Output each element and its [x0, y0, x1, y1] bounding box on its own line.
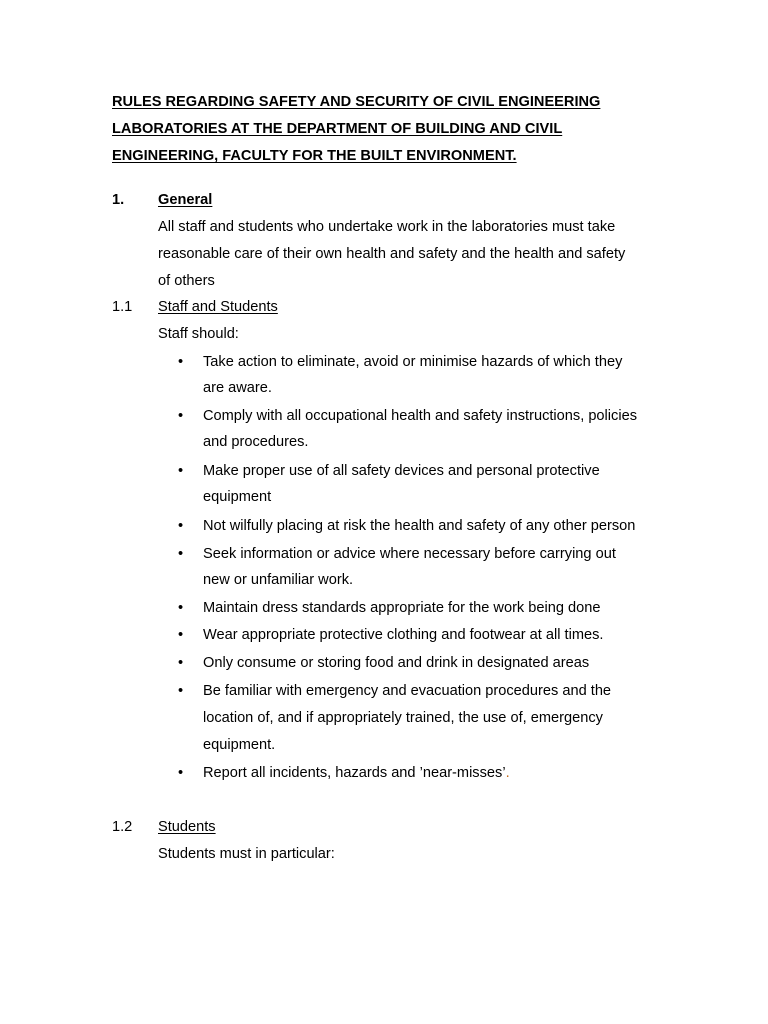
bullet-item-text-continued: equipment. — [203, 737, 276, 753]
bullet-item-text: Take action to eliminate, avoid or minimise hazards of which they — [203, 354, 623, 370]
bullet-item-text: Not wilfully placing at risk the health and safety of any other person — [203, 518, 636, 534]
bullet-marker: • — [178, 655, 184, 671]
section-1-1-heading: Staff and Students — [158, 299, 278, 315]
bullet-marker: • — [178, 765, 184, 781]
bullet-marker: • — [178, 463, 184, 479]
bullet-marker: • — [178, 546, 184, 562]
section-1-number: 1. — [112, 192, 125, 208]
section-1-1-number: 1.1 — [112, 299, 133, 315]
bullet-marker: • — [178, 627, 184, 643]
section-1-paragraph-line-1: All staff and students who undertake work in the laboratories must take — [158, 219, 616, 235]
bullet-item-text-period: . — [505, 765, 510, 781]
section-1-2-heading: Students — [158, 819, 216, 835]
document-title-line-3: ENGINEERING, FACULTY FOR THE BUILT ENVIRONMENT. — [112, 148, 517, 164]
bullet-marker: • — [178, 683, 184, 699]
section-1-paragraph-line-3: of others — [158, 273, 215, 289]
bullet-item-text: Seek information or advice where necessary before carrying out — [203, 546, 616, 562]
section-1-1-intro: Staff should: — [158, 326, 239, 342]
bullet-item-text-continued: new or unfamiliar work. — [203, 572, 354, 588]
bullet-item-text-main: Report all incidents, hazards and ’near-misses’ — [203, 765, 506, 781]
bullet-item-text: Make proper use of all safety devices and personal protective — [203, 463, 600, 479]
bullet-item-text-continued: equipment — [203, 489, 272, 505]
bullet-item-text-continued: location of, and if appropriately trained, the use of, emergency — [203, 710, 603, 726]
bullet-item-text — [203, 764, 510, 782]
document-title-line-2: LABORATORIES AT THE DEPARTMENT OF BUILDING AND CIVIL — [112, 121, 563, 137]
bullet-marker: • — [178, 408, 184, 424]
section-1-2-intro: Students must in particular: — [158, 846, 335, 862]
document-title-line-1: RULES REGARDING SAFETY AND SECURITY OF CIVIL ENGINEERING — [112, 94, 601, 110]
bullet-marker: • — [178, 354, 184, 370]
bullet-item-text-continued: are aware. — [203, 380, 272, 396]
section-1-2-number: 1.2 — [112, 819, 133, 835]
bullet-item-text: Maintain dress standards appropriate for the work being done — [203, 600, 601, 616]
bullet-marker: • — [178, 518, 184, 534]
bullet-item-text-continued: and procedures. — [203, 434, 309, 450]
bullet-item-text: Be familiar with emergency and evacuation procedures and the — [203, 683, 612, 699]
section-1-heading: General — [158, 192, 213, 208]
bullet-marker: • — [178, 600, 184, 616]
bullet-item-text: Comply with all occupational health and safety instructions, policies — [203, 408, 637, 424]
section-1-paragraph-line-2: reasonable care of their own health and safety and the health and safety — [158, 246, 626, 262]
bullet-item-text: Wear appropriate protective clothing and footwear at all times. — [203, 627, 604, 643]
bullet-item-text: Only consume or storing food and drink in designated areas — [203, 655, 590, 671]
